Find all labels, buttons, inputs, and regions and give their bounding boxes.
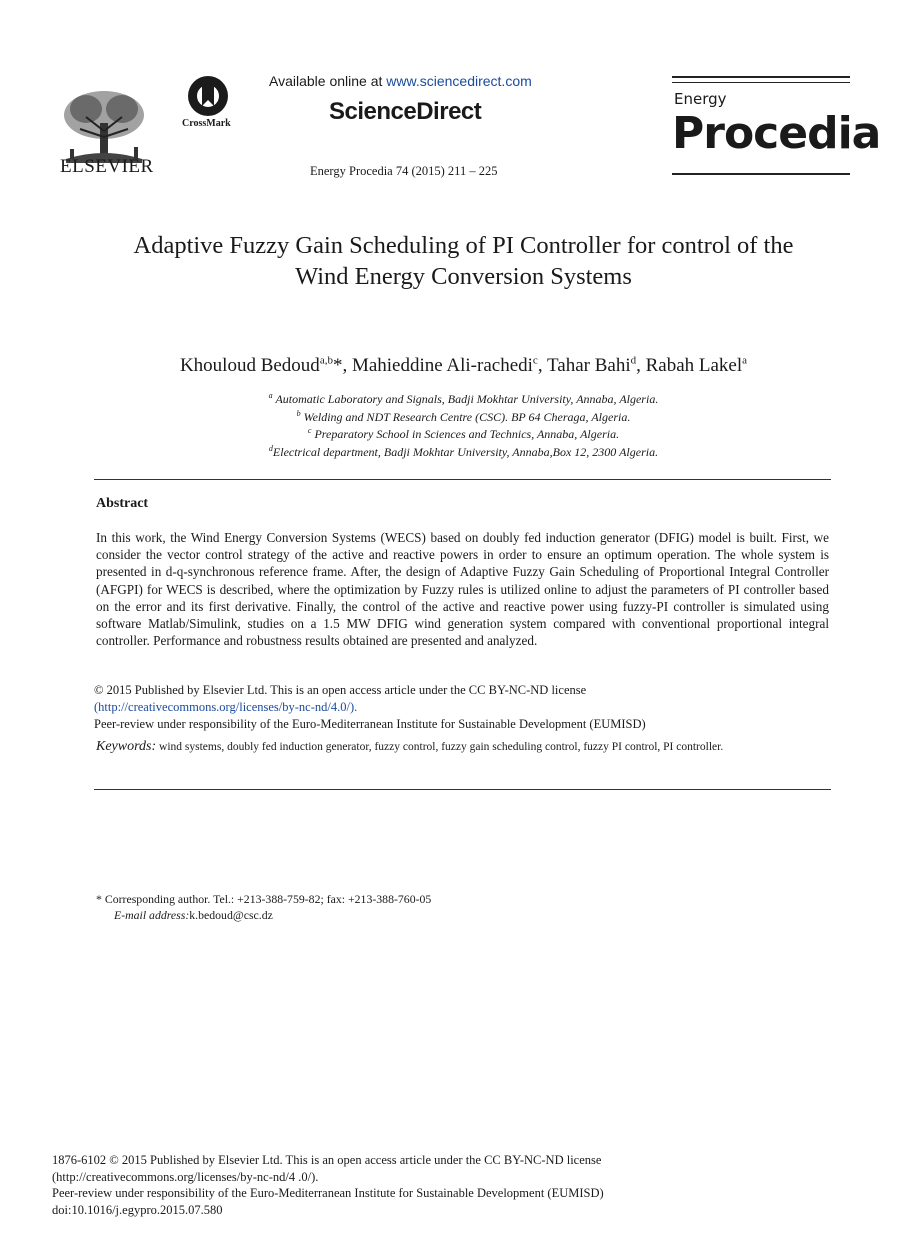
abstract-rule-top [94,479,831,480]
copyright-line: © 2015 Published by Elsevier Ltd. This is an open access article under the CC BY-NC-ND license [94,683,587,697]
journal-name-large: Procedia [672,108,881,159]
author-name: Rabah Lakel [645,355,743,377]
corresponding-line: * Corresponding author. Tel.: +213-388-759-82; fax: +213-388-760-05 [96,892,432,906]
peer-review-footer: Peer-review under responsibility of the Euro-Mediterranean Institute for Sustainable Development (EUMISD) [52,1186,604,1200]
affiliation-list [60,389,867,459]
author-name: Mahieddine Ali-rachedi [351,355,533,377]
affiliation: $^b$ Welding and NDT Research Centre (CSC). BP 64 Cheraga, Algeria. [296,408,631,424]
author-name: Tahar Bahi [546,355,631,377]
journal-rule-top-1 [672,76,850,78]
copyright-block [94,682,834,733]
title-line-1: Adaptive Fuzzy Gain Scheduling of PI Controller for control of the [133,232,794,259]
author-name: Khouloud Bedoud [179,355,320,377]
affiliation: $^c$ Preparatory School in Sciences and Technics, Annaba, Algeria. [307,426,620,441]
affiliation: $^d$Electrical department, Badji Mokhtar University, Annaba,Box 12, 2300 Algeria. [268,443,659,459]
author-affil-sup: c [532,355,538,367]
journal-name-small: Energy [674,90,727,108]
author-affil-sup: a,b [319,355,333,367]
journal-rule-top-2 [672,82,850,83]
crossmark-label: CrossMark [182,118,231,129]
author-affil-sup: a [742,355,748,367]
author-affil-sup: d [630,355,637,367]
author: Mahieddine Ali-rachedi$^c$, [351,355,547,377]
affiliation: $^a$ Automatic Laboratory and Signals, Badji Mokhtar University, Annaba, Algeria. [268,391,659,406]
sciencedirect-logo: ScienceDirect [329,98,482,125]
availability-prefix: Available online at [269,73,387,89]
abstract-heading: Abstract [96,496,149,511]
sciencedirect-link[interactable]: www.sciencedirect.com [386,73,532,89]
license-link[interactable]: (http://creativecommons.org/licenses/by-nc-nd/4.0/). [94,700,358,714]
email-label: E-mail address: [114,908,190,922]
keywords-label: Keywords: [96,739,157,754]
abstract-text: In this work, the Wind Energy Conversion Systems (WECS) based on doubly fed induction generator (DFIG) model is built. First, we consider the vector control strategy of the active and reactive powers in order to ensure an optimum operation. The whole system is presented in d-q-synchronous reference frame. After, the design of Adaptive Fuzzy Gain Scheduling of Proportional Integral Controller (AFGPI) for WECS is described, where the optimization by Fuzzy rules is utilized online to adjust the parameters of PI controller based on the error and its first derivative. Finally, the control of the active and reactive power using fuzzy-PI controller is simulated using software Matlab/Simulink, studies on a 1.5 MW DFIG wind generation system compared with conventional proportional integral controller. Performance and robustness results obtained are presented and analyzed. [96,530,829,649]
author [646,355,747,376]
paper-title [60,230,867,292]
email-address[interactable]: k.bedoud@csc.dz [189,908,273,922]
journal-rule-bottom [672,173,850,175]
abstract-rule-bottom [94,789,831,790]
author: Tahar Bahi$^d$, [546,355,646,377]
title-line-2: Wind Energy Conversion Systems [295,263,632,290]
keywords-line [96,739,836,755]
author: Khouloud Bedoud$^{a,b}$*, [179,355,352,377]
corresponding-footnote [96,891,431,923]
keywords-list: wind systems, doubly fed induction generator, fuzzy control, fuzzy gain scheduling control, fuzzy PI control, PI controller. [156,741,724,753]
peer-review-line: Peer-review under responsibility of the Euro-Mediterranean Institute for Sustainable Development (EUMISD) [94,717,646,731]
author-list [60,355,867,377]
bottom-copyright [52,1152,604,1218]
corresponding-mark: * [332,355,343,377]
issn-line: 1876-6102 © 2015 Published by Elsevier Ltd. This is an open access article under the CC BY-NC-ND license [52,1153,602,1167]
journal-citation: Energy Procedia 74 (2015) 211 – 225 [310,164,498,178]
availability-line [269,73,532,89]
license-url-line[interactable]: (http://creativecommons.org/licenses/by-nc-nd/4 .0/). [52,1169,319,1184]
elsevier-wordmark: ELSEVIER [60,156,154,177]
doi-line[interactable]: doi:10.1016/j.egypro.2015.07.580 [52,1202,223,1217]
